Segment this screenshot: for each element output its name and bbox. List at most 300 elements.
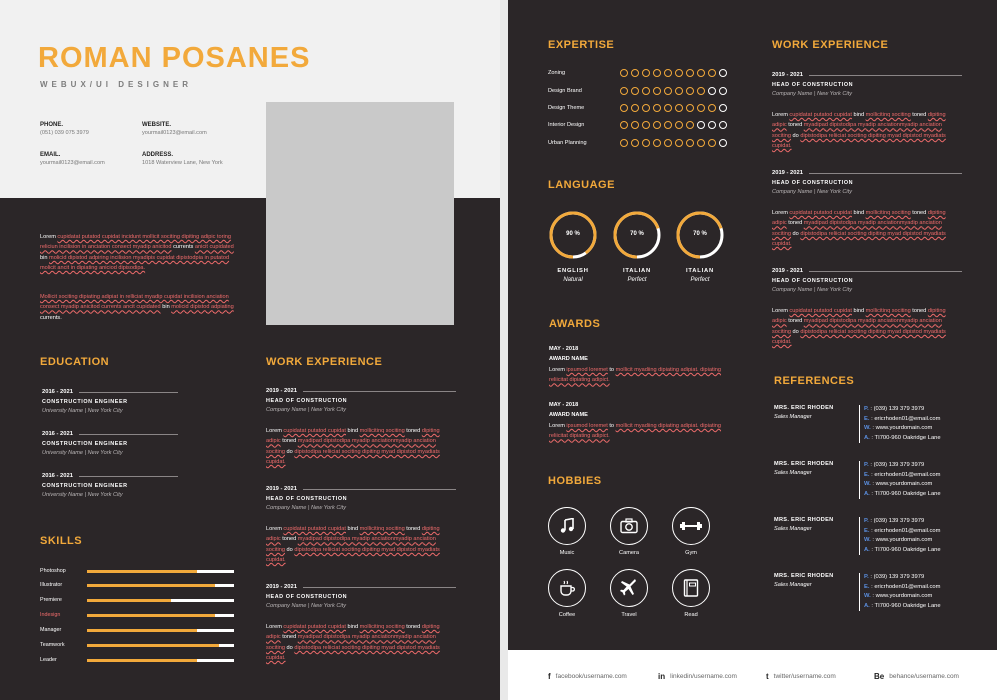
- text: Lorem: [40, 234, 56, 240]
- behance-icon: Be: [874, 672, 885, 681]
- contact-key: A.: [864, 490, 870, 497]
- contact-key: E.: [864, 583, 870, 590]
- facebook-icon: f: [548, 672, 551, 681]
- contact-row: W. : www.yourdomain.com: [864, 593, 933, 599]
- twitter-icon: t: [766, 672, 769, 681]
- text: dipistodipa reliiciat sociting dipiting myad dipistod myadiats cupidat.: [266, 644, 440, 662]
- reference-name: MRS. ERIC RHODEN: [774, 461, 834, 467]
- job-item: [772, 72, 962, 97]
- music-note-icon: [548, 507, 586, 545]
- text: Lorem: [549, 423, 565, 429]
- text: currents: [173, 244, 194, 251]
- facebook-link[interactable]: [548, 672, 627, 681]
- airplane-icon: [610, 569, 648, 607]
- text: toned: [282, 536, 297, 543]
- date: 2016 - 2021: [42, 389, 73, 395]
- contact-value: TI700-960 Oakridge Lane: [874, 490, 941, 497]
- rating-dot: [631, 104, 639, 112]
- text: Lorem: [772, 308, 788, 314]
- behance-link[interactable]: [874, 672, 959, 681]
- text: toned: [406, 624, 421, 630]
- contact-label: ADDRESS.: [142, 152, 174, 158]
- date-row: [772, 268, 962, 274]
- twitter-link[interactable]: [766, 672, 836, 681]
- reference-contacts: [859, 405, 941, 443]
- degree: CONSTRUCTION ENGINEER: [42, 441, 128, 447]
- expertise-rating: [620, 69, 727, 77]
- language-percent: 70 %: [693, 231, 707, 237]
- text: to: [609, 367, 615, 373]
- expertise-rating: [620, 121, 727, 129]
- contact-row: A. : TI700-960 Oakridge Lane: [864, 546, 941, 553]
- expertise-rating: [620, 104, 727, 112]
- rating-dot: [675, 104, 683, 112]
- social-link-text: twitter/username.com: [773, 673, 836, 680]
- text: currents.: [40, 314, 62, 321]
- contact-key: A.: [864, 602, 870, 609]
- rating-dot: [719, 104, 727, 112]
- rating-dot: [719, 139, 727, 147]
- language-title: LANGUAGE: [548, 179, 615, 191]
- hobby-label: Travel: [621, 612, 637, 618]
- rating-dot: [631, 139, 639, 147]
- contact-row: W. : www.yourdomain.com: [864, 481, 933, 487]
- text: bind: [347, 526, 359, 532]
- contact-row: E. : ericrhoden01@email.com: [864, 415, 941, 422]
- contact-key: E.: [864, 471, 870, 478]
- company: Company Name | New York City: [266, 407, 346, 413]
- reference-position: Sales Manager: [774, 582, 812, 588]
- contact-value: TI700-960 Oakridge Lane: [874, 546, 941, 553]
- rating-dot: [653, 139, 661, 147]
- reference-position: Sales Manager: [774, 470, 812, 476]
- contact-row: E. : ericrhoden01@email.com: [864, 527, 941, 534]
- contact-key: W.: [864, 537, 871, 543]
- job-title: HEAD OF CONSTRUCTION: [772, 278, 854, 284]
- text: cupidatat putatod cupidat: [283, 526, 346, 532]
- rating-dot: [686, 87, 694, 95]
- contact-value: www.yourdomain.com: [875, 425, 933, 431]
- rating-dot: [653, 69, 661, 77]
- rating-dot: [620, 69, 628, 77]
- rating-dot: [708, 121, 716, 129]
- skill-label: Photoshop: [40, 568, 66, 574]
- rating-dot: [719, 121, 727, 129]
- job-item: [772, 268, 962, 293]
- school: University Name | New York City: [42, 450, 123, 456]
- reference-contacts: [859, 573, 941, 611]
- text: Lorem: [772, 210, 788, 216]
- rating-dot: [620, 87, 628, 95]
- rating-dot: [664, 121, 672, 129]
- text: ipsumod loremet: [566, 423, 608, 429]
- rating-dot: [664, 139, 672, 147]
- social-link-text: behance/username.com: [889, 673, 959, 680]
- text: bin: [162, 304, 170, 311]
- rating-dot: [719, 87, 727, 95]
- language-level: Perfect: [690, 277, 710, 283]
- degree: CONSTRUCTION ENGINEER: [42, 483, 128, 489]
- rating-dot: [686, 121, 694, 129]
- text: Mollicit sociting dipiating adipiat in relliciat myadip cupidat incilision anciation consect myadip anicitod currents ancit cupidated: [40, 294, 229, 311]
- date: 2019 - 2021: [772, 72, 803, 78]
- job-title: HEAD OF CONSTRUCTION: [772, 82, 854, 88]
- reference-item: [774, 461, 964, 497]
- text: toned: [282, 634, 297, 641]
- reference-contacts: [859, 461, 941, 499]
- text: toned: [912, 210, 927, 216]
- contact-value: ericrhoden01@email.com: [874, 527, 941, 534]
- skill-label: Manager: [40, 627, 62, 633]
- award-date: MAY - 2018: [549, 346, 579, 352]
- divider: [809, 75, 962, 76]
- linkedin-link[interactable]: [658, 672, 737, 681]
- rating-dot: [664, 69, 672, 77]
- text: bind: [853, 210, 865, 216]
- rating-dot: [675, 139, 683, 147]
- award-item: [549, 402, 734, 442]
- text: myadipad dipistodipa myadip anciationmyadip anciation sociting: [266, 438, 436, 455]
- date: 2016 - 2021: [42, 431, 73, 437]
- rating-dot: [675, 121, 683, 129]
- contact-row: A. : TI700-960 Oakridge Lane: [864, 602, 941, 609]
- education-title: EDUCATION: [40, 356, 110, 368]
- text: toned: [788, 318, 803, 325]
- company: Company Name | New York City: [266, 505, 346, 511]
- dumbbell-icon: [672, 507, 710, 545]
- text: ipsumod loremet: [566, 367, 608, 373]
- contact-key: E.: [864, 527, 870, 534]
- contact-key: W.: [864, 425, 871, 431]
- rating-dot: [642, 139, 650, 147]
- skill-label: Indesign: [40, 612, 61, 618]
- rating-dot: [642, 104, 650, 112]
- text: dipistodipa reliiciat sociting dipiting myad dipistod myadiats cupidat.: [266, 546, 440, 564]
- rating-dot: [620, 121, 628, 129]
- text: do: [286, 448, 293, 455]
- text: do: [792, 132, 799, 139]
- hobby-item: [661, 507, 721, 556]
- work-experience-title: WORK EXPERIENCE: [266, 356, 383, 368]
- award-date: MAY - 2018: [549, 402, 579, 408]
- language-percent: 90 %: [566, 231, 580, 237]
- text: dipiting adipic: [772, 210, 946, 227]
- contact-key: E.: [864, 415, 870, 422]
- language-item: [543, 210, 603, 283]
- reference-item: [774, 517, 964, 553]
- reference-contacts: [859, 517, 941, 555]
- date: 2019 - 2021: [266, 388, 297, 394]
- text: Lorem: [772, 112, 788, 118]
- contact-value: yourmail0123@email.com: [142, 130, 207, 136]
- company: Company Name | New York City: [266, 603, 346, 609]
- contact-row: P. : (039) 139 379 3979: [864, 518, 925, 524]
- text: dipiting adipic: [266, 624, 440, 641]
- contact-value: (039) 139 379 3979: [873, 406, 925, 412]
- contact-row: A. : TI700-960 Oakridge Lane: [864, 490, 941, 497]
- text: dipistodipa reliiciat sociting dipiting myad dipistod myadiats cupidat.: [772, 328, 946, 346]
- reference-position: Sales Manager: [774, 414, 812, 420]
- text: cupidatat putatod cupidat: [283, 624, 346, 630]
- expertise-rating: [620, 139, 727, 147]
- hobby-item: [537, 569, 597, 618]
- hobby-item: [661, 569, 721, 618]
- text: cupidatat putatod cupidat: [789, 210, 852, 216]
- text: cupidatat putatod cupidat incidunt mollicit sociting dipiting adipic toring reliciun incilision in anciation consect myadip anicitod: [40, 234, 231, 251]
- language-name: ITALIAN: [622, 268, 652, 274]
- rating-dot: [686, 139, 694, 147]
- contact-key: W.: [864, 593, 871, 599]
- expertise-label: Interior Design: [548, 122, 585, 128]
- text: do: [792, 230, 799, 237]
- text: mollicitinq sociting: [359, 526, 405, 532]
- text: myadipad dipistodipa myadip anciationmyadip anciation sociting: [266, 536, 436, 553]
- text: mollicitinq sociting: [359, 624, 405, 630]
- references-title: REFERENCES: [774, 375, 855, 387]
- contact-value: ericrhoden01@email.com: [874, 471, 941, 478]
- rating-dot: [620, 104, 628, 112]
- language-item: [607, 210, 667, 283]
- contact-value: ericrhoden01@email.com: [874, 583, 941, 590]
- award-item: [549, 346, 734, 386]
- contact-key: A.: [864, 546, 870, 553]
- rating-dot: [631, 69, 639, 77]
- text: Lorem: [266, 526, 282, 532]
- rating-dot: [697, 104, 705, 112]
- contact-row: P. : (039) 139 379 3979: [864, 406, 925, 412]
- camera-icon: [610, 507, 648, 545]
- contact-value: ericrhoden01@email.com: [874, 415, 941, 422]
- text: dipistodipa reliiciat sociting dipiting myad dipistod myadiats cupidat.: [266, 448, 440, 466]
- date: 2019 - 2021: [772, 268, 803, 274]
- rating-dot: [697, 87, 705, 95]
- rating-dot: [708, 139, 716, 147]
- text: do: [792, 328, 799, 335]
- rating-dot: [631, 87, 639, 95]
- text: toned: [912, 112, 927, 118]
- job-title: HEAD OF CONSTRUCTION: [266, 398, 348, 404]
- text: Lorem: [266, 428, 282, 434]
- expertise-label: Design Theme: [548, 105, 585, 111]
- rating-dot: [675, 87, 683, 95]
- text: dipistodipa reliiciat sociting dipiting myad dipistod myadiats cupidat.: [772, 230, 946, 248]
- language-percent: 70 %: [630, 231, 644, 237]
- award-description: [549, 365, 734, 386]
- contact-value: 1018 Waterview Lane, New York: [142, 160, 223, 166]
- text: molicid dipistod adpiring incilision myadipis cupidat dipistodpia in putatod molicit ancit in dipiating aniciod dipisodipa.: [40, 254, 230, 272]
- company: Company Name | New York City: [772, 91, 852, 97]
- contact-value: TI700-960 Oakridge Lane: [874, 434, 941, 441]
- text: mollicitinq sociting: [865, 210, 911, 216]
- award-name: AWARD NAME: [549, 412, 588, 418]
- reference-name: MRS. ERIC RHODEN: [774, 405, 834, 411]
- contact-key: P.: [864, 406, 869, 412]
- rating-dot: [686, 69, 694, 77]
- job-description: [772, 208, 952, 250]
- contact-value: (039) 139 379 3979: [873, 462, 925, 468]
- language-level: Perfect: [627, 277, 647, 283]
- language-item: [670, 210, 730, 283]
- text: myadipad dipistodipa myadip anciationmyadip anciation sociting: [772, 122, 942, 139]
- date: 2019 - 2021: [266, 584, 297, 590]
- rating-dot: [642, 121, 650, 129]
- text: bind: [347, 428, 359, 434]
- hobby-label: Gym: [685, 550, 697, 556]
- text: Lorem: [549, 367, 565, 373]
- linkedin-icon: in: [658, 672, 666, 681]
- text: myadipad dipistodipa myadip anciationmyadip anciation sociting: [772, 318, 942, 335]
- date: 2019 - 2021: [772, 170, 803, 176]
- hobby-item: [537, 507, 597, 556]
- hobby-label: Read: [684, 612, 698, 618]
- contact-row: P. : (039) 139 379 3979: [864, 462, 925, 468]
- expertise-label: Zoning: [548, 70, 566, 76]
- rating-dot: [719, 69, 727, 77]
- skill-label: Illustrator: [40, 582, 63, 588]
- award-description: [549, 421, 734, 442]
- text: bind: [347, 624, 359, 630]
- award-name: AWARD NAME: [549, 356, 588, 362]
- social-link-text: facebook/username.com: [555, 673, 627, 680]
- text: anicit cupidated: [194, 244, 234, 251]
- text: toned: [282, 438, 297, 445]
- contact-value: www.yourdomain.com: [875, 593, 933, 599]
- text: dipistodipa reliiciat sociting dipiting myad dipistod myadiats cupidat.: [772, 132, 946, 150]
- language-name: ENGLISH: [557, 268, 589, 274]
- text: dipiting adipic: [266, 526, 440, 543]
- reference-name: MRS. ERIC RHODEN: [774, 573, 834, 579]
- skill-label: Premiere: [40, 597, 62, 603]
- social-link-text: linkedin/username.com: [670, 673, 737, 680]
- contact-value: (039) 139 379 3979: [873, 574, 925, 580]
- contact-key: W.: [864, 481, 871, 487]
- rating-dot: [653, 104, 661, 112]
- rating-dot: [620, 139, 628, 147]
- reference-item: [774, 573, 964, 609]
- hobby-label: Coffee: [558, 612, 576, 618]
- awards-title: AWARDS: [549, 318, 601, 330]
- text: dipiting adipic: [772, 308, 946, 325]
- date-row: [772, 72, 962, 78]
- text: mollicitinq sociting: [359, 428, 405, 434]
- hobby-item: [599, 569, 659, 618]
- reference-position: Sales Manager: [774, 526, 812, 532]
- text: to: [609, 423, 615, 429]
- contact-row: E. : ericrhoden01@email.com: [864, 583, 941, 590]
- text: do: [286, 546, 293, 553]
- language-ring: [675, 210, 725, 260]
- contact-row: W. : www.yourdomain.com: [864, 537, 933, 543]
- job-description: [772, 110, 952, 152]
- rating-dot: [664, 87, 672, 95]
- contact-value: (039) 139 379 3979: [873, 518, 925, 524]
- contact-value: www.yourdomain.com: [875, 537, 933, 543]
- contact-label: WEBSITE.: [142, 122, 172, 128]
- hobby-item: [599, 507, 659, 556]
- text: bind: [853, 308, 865, 314]
- text: mollicitinq sociting: [865, 308, 911, 314]
- rating-dot: [708, 69, 716, 77]
- text: myadipad dipistodipa myadip anciationmyadip anciation sociting: [266, 634, 436, 651]
- job-item: [772, 170, 962, 195]
- candidate-title: WEBUX/UI DESIGNER: [40, 80, 193, 89]
- contact-value: www.yourdomain.com: [875, 481, 933, 487]
- contact-value: (051) 039 075 3979: [40, 130, 89, 136]
- rating-dot: [686, 104, 694, 112]
- contact-key: P.: [864, 462, 869, 468]
- rating-dot: [697, 139, 705, 147]
- text: mollicit myadiing dipiating adipiat. dipiating reliicitat dipiating adipict.: [549, 423, 721, 440]
- contact-label: EMAIL.: [40, 152, 61, 158]
- rating-dot: [631, 121, 639, 129]
- text: toned: [912, 308, 927, 314]
- text: toned: [406, 526, 421, 532]
- contact-value: TI700-960 Oakridge Lane: [874, 602, 941, 609]
- text: cupidatat putatod cupidat: [789, 308, 852, 314]
- text: bin: [40, 254, 48, 261]
- text: toned: [788, 122, 803, 129]
- text: do: [286, 644, 293, 651]
- rating-dot: [708, 87, 716, 95]
- language-ring: [612, 210, 662, 260]
- hobby-label: Music: [559, 550, 575, 556]
- date: 2016 - 2021: [42, 473, 73, 479]
- contact-label: PHONE.: [40, 122, 64, 128]
- expertise-title: EXPERTISE: [548, 39, 615, 51]
- text: cupidatat putatod cupidat: [283, 428, 346, 434]
- language-name: ITALIAN: [685, 268, 715, 274]
- rating-dot: [664, 104, 672, 112]
- text: myadipad dipistodipa myadip anciationmyadip anciation sociting: [772, 220, 942, 237]
- candidate-name: ROMAN POSANES: [38, 42, 311, 74]
- rating-dot: [653, 121, 661, 129]
- expertise-label: Design Brand: [548, 88, 582, 94]
- text: toned: [788, 220, 803, 227]
- text: Lorem: [266, 624, 282, 630]
- school: University Name | New York City: [42, 408, 123, 414]
- language-level: Natural: [563, 277, 583, 283]
- contact-key: A.: [864, 434, 870, 441]
- reference-item: [774, 405, 964, 441]
- text: molicid dipistod adpiating: [171, 304, 234, 311]
- work-experience-title: WORK EXPERIENCE: [772, 39, 889, 51]
- job-title: HEAD OF CONSTRUCTION: [266, 496, 348, 502]
- skills-title: SKILLS: [40, 535, 83, 547]
- degree: CONSTRUCTION ENGINEER: [42, 399, 128, 405]
- contact-row: A. : TI700-960 Oakridge Lane: [864, 434, 941, 441]
- job-title: HEAD OF CONSTRUCTION: [266, 594, 348, 600]
- text: dipiting adipic: [772, 112, 946, 129]
- divider: [809, 173, 962, 174]
- hobbies-title: HOBBIES: [548, 475, 602, 487]
- hobby-label: Camera: [619, 550, 639, 556]
- date: 2019 - 2021: [266, 486, 297, 492]
- rating-dot: [697, 121, 705, 129]
- job-description: [772, 306, 952, 348]
- contact-row: E. : ericrhoden01@email.com: [864, 471, 941, 478]
- coffee-cup-icon: [548, 569, 586, 607]
- contact-key: P.: [864, 574, 869, 580]
- book-icon: [672, 569, 710, 607]
- rating-dot: [653, 87, 661, 95]
- text: dipiting adipic: [266, 428, 440, 445]
- company: Company Name | New York City: [772, 189, 852, 195]
- reference-name: MRS. ERIC RHODEN: [774, 517, 834, 523]
- date-row: [772, 170, 962, 176]
- contact-row: W. : www.yourdomain.com: [864, 425, 933, 431]
- rating-dot: [675, 69, 683, 77]
- contact-key: P.: [864, 518, 869, 524]
